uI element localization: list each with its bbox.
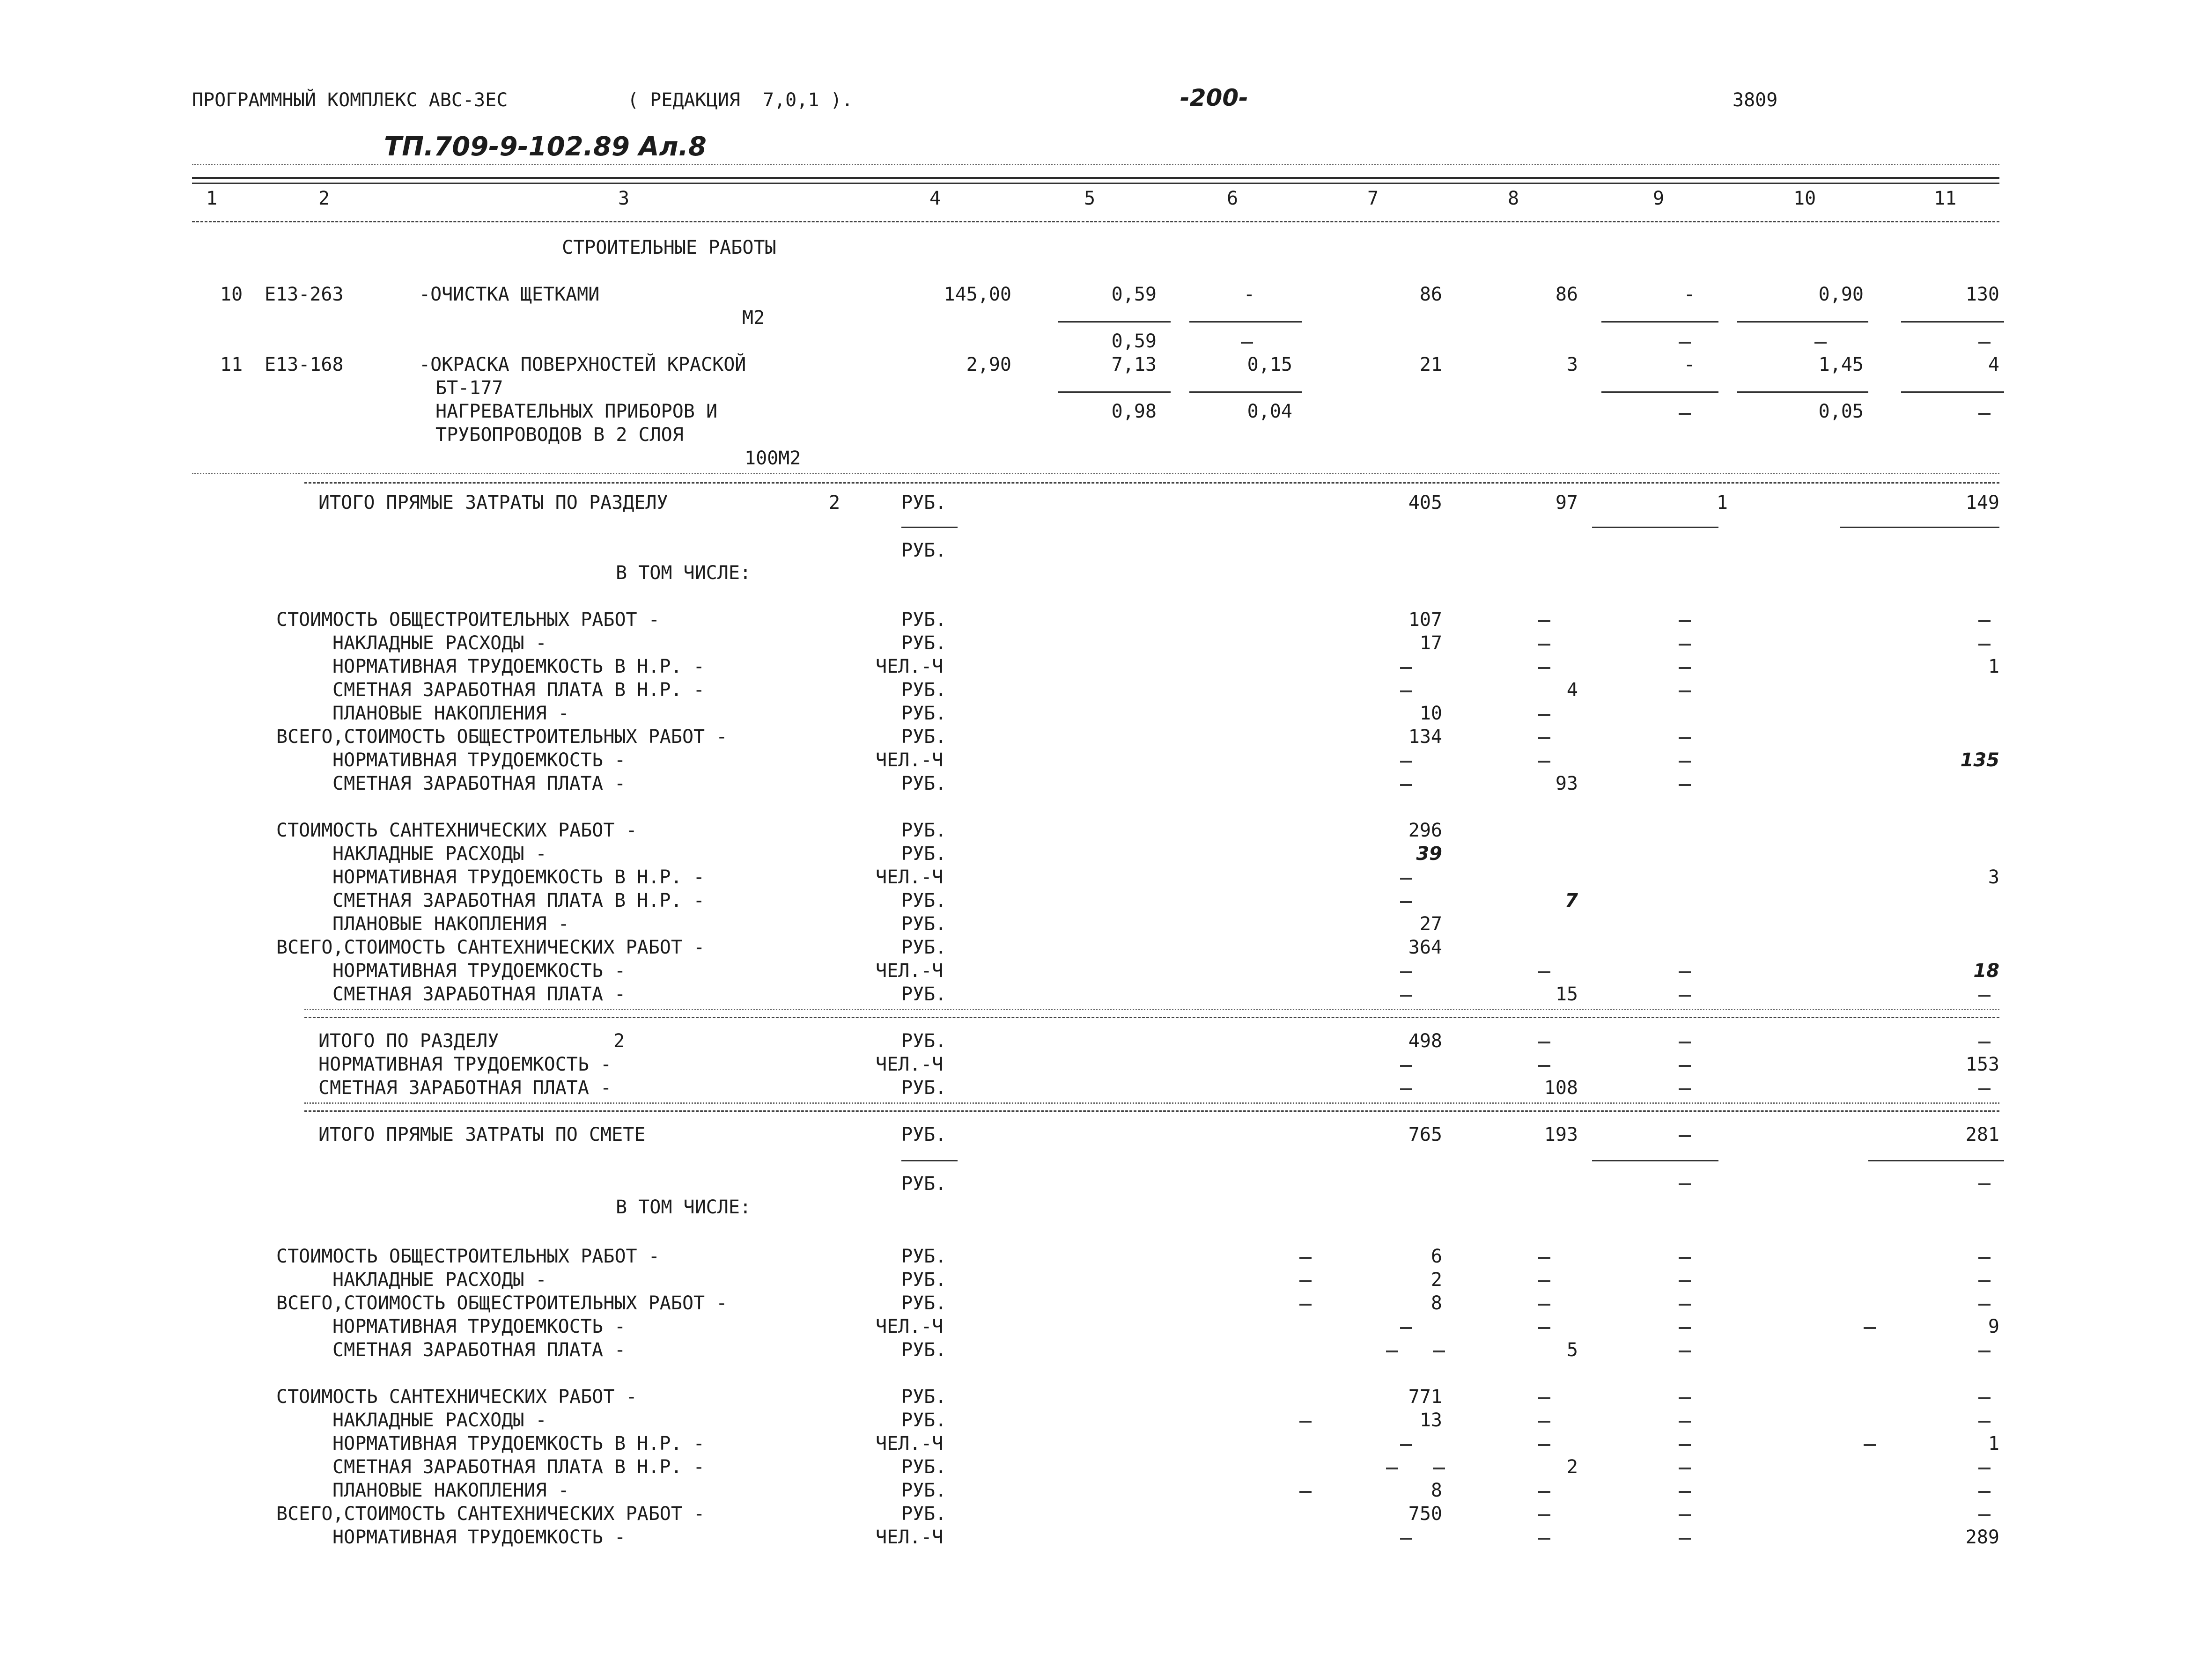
dash-mark xyxy=(1538,1444,1550,1446)
itogo-razdel-label: ИТОГО ПО РАЗДЕЛУ xyxy=(318,1030,499,1052)
block1-end-rule xyxy=(304,1017,1999,1018)
dash-mark xyxy=(1299,1257,1312,1259)
items-end-dotted xyxy=(192,473,1999,474)
dash-mark xyxy=(1538,1514,1550,1516)
edition-label: ( РЕДАКЦИЯ 7,0,1 ). xyxy=(627,89,853,111)
unit: РУБ. xyxy=(901,1503,947,1525)
dash-mark xyxy=(1538,1042,1550,1043)
value: 13 xyxy=(1419,1409,1442,1431)
value: 93 xyxy=(1555,773,1578,794)
value: 27 xyxy=(1419,913,1442,935)
dash-mark xyxy=(1679,1280,1691,1282)
item-quantity: 145,00 xyxy=(944,284,1011,305)
dash-mark xyxy=(1299,1421,1312,1423)
section-title: СТРОИТЕЛЬНЫЕ РАБОТЫ xyxy=(562,237,776,258)
unit: ЧЕЛ.-Ч xyxy=(876,1527,944,1548)
dash-mark xyxy=(1679,1468,1691,1469)
item-col11: 4 xyxy=(1988,354,1999,375)
item11-col11-rule xyxy=(1901,391,2004,393)
document-code: 3809 xyxy=(1733,89,1778,111)
unit: РУБ. xyxy=(901,1480,947,1501)
direct-col9-rule xyxy=(1592,527,1718,528)
dash-mark xyxy=(1679,667,1691,669)
unit: ЧЕЛ.-Ч xyxy=(876,1433,944,1454)
dash-mark xyxy=(1978,644,1991,646)
item-col10: 1,45 xyxy=(1818,354,1864,375)
direct-section-label: ИТОГО ПРЯМЫЕ ЗАТРАТЫ ПО РАЗДЕЛУ xyxy=(318,492,668,514)
item-col6: 0,15 xyxy=(1247,354,1292,375)
dash-mark xyxy=(1400,971,1412,973)
unit: РУБ. xyxy=(901,703,947,724)
dash-mark xyxy=(1400,1088,1412,1090)
smeta-col11-rule xyxy=(1868,1160,2004,1161)
direct-unit-rule xyxy=(901,527,958,528)
dash-mark xyxy=(1978,413,1991,415)
value: 2 xyxy=(1430,1269,1442,1291)
item-name: -ОКРАСКА ПОВЕРХНОСТЕЙ КРАСКОЙ xyxy=(419,354,746,375)
dash-mark xyxy=(1400,1444,1412,1446)
dash-mark xyxy=(1679,1327,1691,1329)
item-col9: - xyxy=(1683,284,1695,305)
col-num-1: 1 xyxy=(206,188,218,209)
dash-mark xyxy=(1679,1421,1691,1423)
project-code: ТП.709-9-102.89 Ал.8 xyxy=(384,132,707,162)
unit: РУБ. xyxy=(901,1409,947,1431)
dash-mark xyxy=(1433,1351,1445,1352)
col-num-2: 2 xyxy=(318,188,330,209)
smeta-unit-rule xyxy=(901,1160,958,1161)
unit: РУБ. xyxy=(901,843,947,865)
dash-mark xyxy=(1679,1514,1691,1516)
item-number: 11 xyxy=(220,354,243,375)
dash-mark xyxy=(1538,1397,1550,1399)
dash-mark xyxy=(1978,1257,1991,1259)
dash-mark xyxy=(1241,342,1253,344)
item11-col9-rule xyxy=(1601,391,1718,393)
unit: РУБ. xyxy=(901,820,947,841)
unit: РУБ. xyxy=(901,609,947,631)
col-num-8: 8 xyxy=(1508,188,1519,209)
norm-label: НОРМАТИВНАЯ ТРУДОЕМКОСТЬ - xyxy=(332,1527,626,1548)
table-top-rule xyxy=(192,177,1999,179)
dash-mark xyxy=(1978,1351,1991,1352)
item-name: ТРУБОПРОВОДОВ В 2 СЛОЯ xyxy=(435,424,684,446)
col-num-11: 11 xyxy=(1934,188,1957,209)
zp-label: СМЕТНАЯ ЗАРАБОТНАЯ ПЛАТА - xyxy=(332,1339,626,1361)
direct-smeta-label: ИТОГО ПРЯМЫЕ ЗАТРАТЫ ПО СМЕТЕ xyxy=(318,1124,646,1145)
dash-mark xyxy=(1679,784,1691,786)
including-label-2: В ТОМ ЧИСЛЕ: xyxy=(616,1197,751,1218)
dash-mark xyxy=(1978,1491,1991,1493)
obsh-label: СТОИМОСТЬ ОБЩЕСТРОИТЕЛЬНЫХ РАБОТ - xyxy=(276,1246,660,1267)
direct-section-unit-2: РУБ. xyxy=(901,540,947,561)
unit: ЧЕЛ.-Ч xyxy=(876,960,944,982)
dash-mark xyxy=(1679,690,1691,692)
item-col5-lower: 0,59 xyxy=(1111,330,1157,352)
dash-mark xyxy=(1538,1280,1550,1282)
dash-mark xyxy=(1538,1304,1550,1306)
item-name: -ОЧИСТКА ЩЕТКАМИ xyxy=(419,284,600,305)
dash-mark xyxy=(1400,761,1412,763)
col-num-6: 6 xyxy=(1227,188,1239,209)
dash-mark xyxy=(1386,1468,1398,1469)
item-col6-lower: 0,04 xyxy=(1247,401,1292,422)
vsego-obsh-label: ВСЕГО,СТОИМОСТЬ ОБЩЕСТРОИТЕЛЬНЫХ РАБОТ - xyxy=(276,1292,728,1314)
razdel-end-rule xyxy=(304,1110,1999,1112)
zp-np-label: СМЕТНАЯ ЗАРАБОТНАЯ ПЛАТА В Н.Р. - xyxy=(332,890,705,911)
nakl-label: НАКЛАДНЫЕ РАСХОДЫ - xyxy=(332,1409,547,1431)
value: 135 xyxy=(1960,749,1999,771)
unit: РУБ. xyxy=(901,1124,947,1145)
value: 2 xyxy=(1566,1456,1578,1478)
dash-mark xyxy=(1679,644,1691,646)
dash-mark xyxy=(1299,1491,1312,1493)
value: 1 xyxy=(1988,1433,1999,1454)
dash-mark xyxy=(1538,1327,1550,1329)
unit: РУБ. xyxy=(901,1269,947,1291)
dash-mark xyxy=(1538,1257,1550,1259)
vsego-obsh-label: ВСЕГО,СТОИМОСТЬ ОБЩЕСТРОИТЕЛЬНЫХ РАБОТ - xyxy=(276,726,728,748)
unit: РУБ. xyxy=(901,1246,947,1267)
dash-mark xyxy=(1679,1257,1691,1259)
dash-mark xyxy=(1538,620,1550,622)
unit: РУБ. xyxy=(901,632,947,654)
item-col11: 130 xyxy=(1965,284,1999,305)
unit: РУБ. xyxy=(901,1339,947,1361)
dash-mark xyxy=(1400,784,1412,786)
dash-mark xyxy=(1433,1468,1445,1469)
item-col5-lower: 0,98 xyxy=(1111,401,1157,422)
unit: РУБ. xyxy=(901,1386,947,1408)
dash-mark xyxy=(1978,1304,1991,1306)
dash-mark xyxy=(1538,737,1550,739)
dash-mark xyxy=(1814,342,1827,344)
dash-mark xyxy=(1978,1397,1991,1399)
dash-mark xyxy=(1679,620,1691,622)
value: 10 xyxy=(1419,703,1442,724)
direct-section-col7: 405 xyxy=(1408,492,1442,514)
item11-col6-rule xyxy=(1189,391,1302,393)
itogo-zp-label: СМЕТНАЯ ЗАРАБОТНАЯ ПЛАТА - xyxy=(318,1077,612,1099)
including-label: В ТОМ ЧИСЛЕ: xyxy=(616,562,751,584)
col-num-4: 4 xyxy=(929,188,941,209)
value: 771 xyxy=(1408,1386,1442,1408)
vsego-santeh-label: ВСЕГО,СТОИМОСТЬ САНТЕХНИЧЕСКИХ РАБОТ - xyxy=(276,937,705,958)
dash-mark xyxy=(1538,971,1550,973)
dash-mark xyxy=(1679,761,1691,763)
value: 1 xyxy=(1988,656,1999,677)
value: 17 xyxy=(1419,632,1442,654)
col-num-10: 10 xyxy=(1793,188,1816,209)
nakl-label: НАКЛАДНЫЕ РАСХОДЫ - xyxy=(332,1269,547,1291)
unit: РУБ. xyxy=(901,984,947,1005)
dash-mark xyxy=(1679,1088,1691,1090)
value: 9 xyxy=(1988,1316,1999,1337)
dash-mark xyxy=(1538,667,1550,669)
unit: ЧЕЛ.-Ч xyxy=(876,749,944,771)
unit: РУБ. xyxy=(901,679,947,701)
dash-mark xyxy=(1679,413,1691,415)
unit: ЧЕЛ.-Ч xyxy=(876,1316,944,1337)
dash-mark xyxy=(1400,878,1412,880)
dash-mark xyxy=(1679,1397,1691,1399)
item-name: НАГРЕВАТЕЛЬНЫХ ПРИБОРОВ И xyxy=(435,401,718,422)
direct-smeta-col7: 765 xyxy=(1408,1124,1442,1145)
dash-mark xyxy=(1679,995,1691,997)
zp-np-label: СМЕТНАЯ ЗАРАБОТНАЯ ПЛАТА В Н.Р. - xyxy=(332,1456,705,1478)
dash-mark xyxy=(1679,1042,1691,1043)
itogo-razdel-col7: 498 xyxy=(1408,1030,1442,1052)
dash-mark xyxy=(1400,1065,1412,1067)
value: 7 xyxy=(1565,890,1578,911)
item-unit: М2 xyxy=(742,307,765,329)
dash-mark xyxy=(1679,1135,1691,1137)
value: 134 xyxy=(1408,726,1442,748)
nakl-label: НАКЛАДНЫЕ РАСХОДЫ - xyxy=(332,843,547,865)
dash-mark xyxy=(1538,1538,1550,1540)
dash-mark xyxy=(1679,737,1691,739)
value: 39 xyxy=(1416,843,1442,865)
dash-mark xyxy=(1400,1327,1412,1329)
dash-mark xyxy=(1538,761,1550,763)
direct-section-col11: 149 xyxy=(1965,492,1999,514)
value: 364 xyxy=(1408,937,1442,958)
value: 8 xyxy=(1430,1292,1442,1314)
dash-mark xyxy=(1538,644,1550,646)
value: 296 xyxy=(1408,820,1442,841)
dash-mark xyxy=(1400,901,1412,903)
dash-mark xyxy=(1538,1065,1550,1067)
norm-label: НОРМАТИВНАЯ ТРУДОЕМКОСТЬ - xyxy=(332,749,626,771)
dash-mark xyxy=(1864,1444,1876,1446)
santeh-label: СТОИМОСТЬ САНТЕХНИЧЕСКИХ РАБОТ - xyxy=(276,820,637,841)
value: 5 xyxy=(1566,1339,1578,1361)
dash-mark xyxy=(1978,1183,1991,1185)
direct-section-num: 2 xyxy=(829,492,841,514)
dash-mark xyxy=(1538,1491,1550,1493)
table-top-rule-2 xyxy=(192,183,1999,184)
dash-mark xyxy=(1978,620,1991,622)
direct-section-unit: РУБ. xyxy=(901,492,947,514)
col-num-9: 9 xyxy=(1653,188,1665,209)
item-col6: - xyxy=(1243,284,1255,305)
direct-smeta-col11: 281 xyxy=(1965,1124,1999,1145)
page-number: -200- xyxy=(1180,84,1248,111)
nakl-label: НАКЛАДНЫЕ РАСХОДЫ - xyxy=(332,632,547,654)
dash-mark xyxy=(1538,714,1550,716)
dash-mark xyxy=(1400,1538,1412,1540)
item10-col6-rule xyxy=(1189,321,1302,323)
itogo-norm-label: НОРМАТИВНАЯ ТРУДОЕМКОСТЬ - xyxy=(318,1054,612,1075)
vsego-santeh-label: ВСЕГО,СТОИМОСТЬ САНТЕХНИЧЕСКИХ РАБОТ - xyxy=(276,1503,705,1525)
unit: РУБ. xyxy=(901,913,947,935)
item-col5: 0,59 xyxy=(1111,284,1157,305)
obsh-label: СТОИМОСТЬ ОБЩЕСТРОИТЕЛЬНЫХ РАБОТ - xyxy=(276,609,660,631)
program-title: ПРОГРАММНЫЙ КОМПЛЕКС АВС-3ЕС xyxy=(192,89,508,111)
item-col10: 0,90 xyxy=(1818,284,1864,305)
block1-end-dotted xyxy=(304,1009,1999,1010)
unit: ЧЕЛ.-Ч xyxy=(876,866,944,888)
item-name: БТ-177 xyxy=(435,377,503,399)
unit: РУБ. xyxy=(901,1456,947,1478)
item-col10-lower: 0,05 xyxy=(1818,401,1864,422)
dash-mark xyxy=(1978,995,1991,997)
item-unit: 100М2 xyxy=(745,448,801,469)
value: 107 xyxy=(1408,609,1442,631)
value: 8 xyxy=(1430,1480,1442,1501)
col-num-3: 3 xyxy=(618,188,630,209)
header-dotted-line xyxy=(192,164,1999,165)
item11-col10-rule xyxy=(1737,391,1868,393)
dash-mark xyxy=(1978,1421,1991,1423)
zp-label: СМЕТНАЯ ЗАРАБОТНАЯ ПЛАТА - xyxy=(332,984,626,1005)
norm-np-label: НОРМАТИВНАЯ ТРУДОЕМКОСТЬ В Н.Р. - xyxy=(332,1433,705,1454)
dash-mark xyxy=(1400,690,1412,692)
dash-mark xyxy=(1978,1088,1991,1090)
dash-mark xyxy=(1679,1065,1691,1067)
dash-mark xyxy=(1864,1327,1876,1329)
dash-mark xyxy=(1299,1280,1312,1282)
dash-mark xyxy=(1679,1444,1691,1446)
norm-np-label: НОРМАТИВНАЯ ТРУДОЕМКОСТЬ В Н.Р. - xyxy=(332,866,705,888)
item-col8: 3 xyxy=(1566,354,1578,375)
dash-mark xyxy=(1679,1351,1691,1352)
dash-mark xyxy=(1679,1183,1691,1185)
col-num-7: 7 xyxy=(1367,188,1379,209)
dash-mark xyxy=(1978,342,1991,344)
value: 289 xyxy=(1965,1527,1999,1548)
dash-mark xyxy=(1679,1304,1691,1306)
dash-mark xyxy=(1679,1538,1691,1540)
unit: РУБ. xyxy=(901,773,947,794)
unit: РУБ. xyxy=(901,726,947,748)
items-end-rule xyxy=(304,482,1999,484)
unit: РУБ. xyxy=(901,1077,947,1099)
unit: РУБ. xyxy=(901,1030,947,1052)
dash-mark xyxy=(1679,971,1691,973)
santeh-label: СТОИМОСТЬ САНТЕХНИЧЕСКИХ РАБОТ - xyxy=(276,1386,637,1408)
dash-mark xyxy=(1679,342,1691,344)
item10-col11-rule xyxy=(1901,321,2004,323)
unit: РУБ. xyxy=(901,890,947,911)
item-code: Е13-168 xyxy=(265,354,344,375)
unit: РУБ. xyxy=(901,937,947,958)
dash-mark xyxy=(1400,667,1412,669)
dash-mark xyxy=(1400,995,1412,997)
value: 3 xyxy=(1988,866,1999,888)
value: 6 xyxy=(1430,1246,1442,1267)
direct-smeta-col8: 193 xyxy=(1544,1124,1578,1145)
value: 15 xyxy=(1555,984,1578,1005)
item-col8: 86 xyxy=(1555,284,1578,305)
plan-label: ПЛАНОВЫЕ НАКОПЛЕНИЯ - xyxy=(332,913,569,935)
item-code: Е13-263 xyxy=(265,284,344,305)
dash-mark xyxy=(1679,1491,1691,1493)
unit: РУБ. xyxy=(901,1292,947,1314)
col-num-5: 5 xyxy=(1084,188,1096,209)
itogo-norm-col11: 153 xyxy=(1965,1054,1999,1075)
unit-2: РУБ. xyxy=(901,1173,947,1195)
unit: ЧЕЛ.-Ч xyxy=(876,1054,944,1075)
razdel-end-dotted xyxy=(304,1102,1999,1104)
item-number: 10 xyxy=(220,284,243,305)
unit: ЧЕЛ.-Ч xyxy=(876,656,944,677)
dash-mark xyxy=(1386,1351,1398,1352)
norm-np-label: НОРМАТИВНАЯ ТРУДОЕМКОСТЬ В Н.Р. - xyxy=(332,656,705,677)
value: 4 xyxy=(1566,679,1578,701)
direct-section-col8: 97 xyxy=(1555,492,1578,514)
norm-label: НОРМАТИВНАЯ ТРУДОЕМКОСТЬ - xyxy=(332,960,626,982)
itogo-zp-col8: 108 xyxy=(1544,1077,1578,1099)
item-col7: 86 xyxy=(1419,284,1442,305)
direct-section-col9: 1 xyxy=(1716,492,1728,514)
item10-col10-rule xyxy=(1737,321,1868,323)
zp-label: СМЕТНАЯ ЗАРАБОТНАЯ ПЛАТА - xyxy=(332,773,626,794)
item10-col5-rule xyxy=(1058,321,1171,323)
value: 18 xyxy=(1973,960,1999,982)
item11-col5-rule xyxy=(1058,391,1171,393)
item10-col9-rule xyxy=(1601,321,1718,323)
dash-mark xyxy=(1299,1304,1312,1306)
item-col9: - xyxy=(1683,354,1695,375)
plan-label: ПЛАНОВЫЕ НАКОПЛЕНИЯ - xyxy=(332,1480,569,1501)
value: 750 xyxy=(1408,1503,1442,1525)
dash-mark xyxy=(1538,1421,1550,1423)
dash-mark xyxy=(1978,1280,1991,1282)
item-col7: 21 xyxy=(1419,354,1442,375)
dash-mark xyxy=(1978,1514,1991,1516)
column-row-bottom-rule xyxy=(192,221,1999,222)
plan-label: ПЛАНОВЫЕ НАКОПЛЕНИЯ - xyxy=(332,703,569,724)
itogo-razdel-num: 2 xyxy=(613,1030,625,1052)
item-col5: 7,13 xyxy=(1111,354,1157,375)
smeta-col9-rule xyxy=(1592,1160,1718,1161)
norm-label: НОРМАТИВНАЯ ТРУДОЕМКОСТЬ - xyxy=(332,1316,626,1337)
direct-col11-rule xyxy=(1840,527,1999,528)
dash-mark xyxy=(1978,1042,1991,1043)
item-quantity: 2,90 xyxy=(966,354,1011,375)
zp-np-label: СМЕТНАЯ ЗАРАБОТНАЯ ПЛАТА В Н.Р. - xyxy=(332,679,705,701)
dash-mark xyxy=(1978,1468,1991,1469)
